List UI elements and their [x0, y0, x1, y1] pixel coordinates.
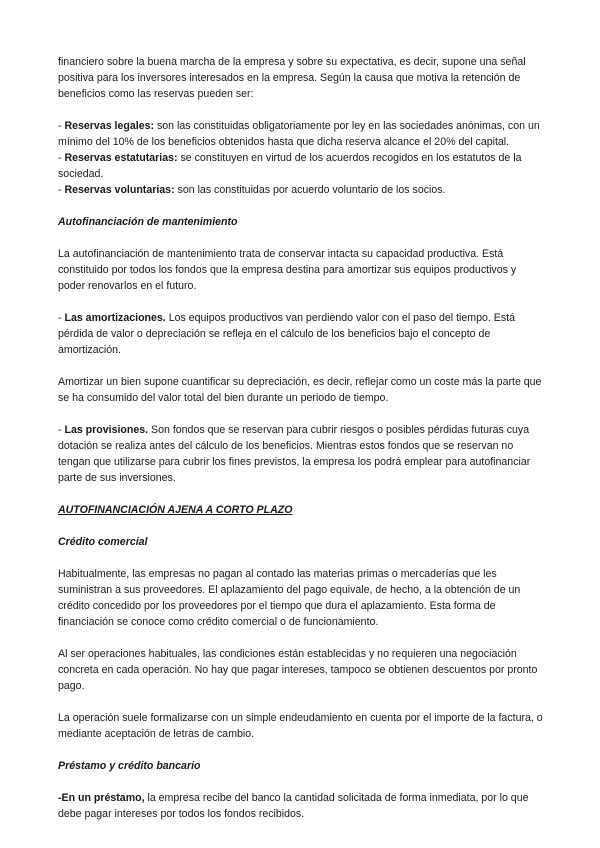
- reserva-legales-item: [58, 118, 546, 150]
- spacer: [58, 230, 546, 246]
- amortizaciones-term: Las amortizaciones.: [64, 312, 166, 324]
- amortizaciones-paragraph: [58, 310, 546, 358]
- credito-paragraph-1: Habitualmente, las empresas no pagan al contado las materias primas o mercaderías que les suministran a sus proveedores. El aplazamiento del pago equivale, de hecho, a la obtención de un crédito concedido por los proveedores por el tiempo que dura el aplazamiento. Esta forma de financiación se conoce como crédito comercial o de funcionamiento.: [58, 568, 521, 628]
- intro-paragraph: financiero sobre la buena marcha de la empresa y sobre su expectativa, es decir, supone una señal positiva para los inversores interesados en la empresa. Según la causa que motiva la retención de beneficios como las reservas pueden ser:: [58, 56, 526, 100]
- credito-paragraph-2: Al ser operaciones habituales, las condiciones están establecidas y no requieren una negociación concreta en cada operación. No hay que pagar intereses, tampoco se obtienen descuentos por pronto pago.: [58, 648, 538, 692]
- spacer: [58, 358, 546, 374]
- spacer: [58, 630, 546, 646]
- item-prefix: -: [58, 120, 65, 132]
- prestamo-heading: Préstamo y crédito bancario: [58, 760, 201, 772]
- reserva-term: Reservas estatutarias:: [64, 152, 178, 164]
- spacer: [58, 774, 546, 790]
- amortizar-paragraph: Amortizar un bien supone cuantificar su depreciación, es decir, reflejar como un coste más la parte que se ha consumido del valor total del bien durante un periodo de tiempo.: [58, 376, 542, 404]
- provisiones-paragraph: [58, 422, 546, 486]
- prestamo-text: la empresa recibe del banco la cantidad solicitada de forma inmediata, por lo que debe pagar intereses por todos los fondos recibidos.: [58, 792, 529, 820]
- spacer: [58, 198, 546, 214]
- prestamo-paragraph: [58, 790, 546, 822]
- item-prefix: -: [58, 424, 65, 436]
- prestamo-term: -En un préstamo,: [58, 792, 145, 804]
- item-prefix: -: [58, 152, 65, 164]
- spacer: [58, 486, 546, 502]
- amortizaciones-text: Los equipos productivos van perdiendo valor con el paso del tiempo. Está pérdida de valor o depreciación se refleja en el cálculo de los beneficios bajo el concepto de amortización.: [58, 312, 515, 356]
- spacer: [58, 102, 546, 118]
- reserva-text: son las constituidas por acuerdo voluntario de los socios.: [174, 184, 446, 196]
- credito-heading: Crédito comercial: [58, 536, 148, 548]
- spacer: [58, 406, 546, 422]
- spacer: [58, 518, 546, 534]
- spacer: [58, 294, 546, 310]
- item-prefix: -: [58, 184, 65, 196]
- document-page: [58, 54, 546, 822]
- provisiones-term: Las provisiones.: [64, 424, 149, 436]
- reserva-text: son las constituidas obligatoriamente por ley en las sociedades anónimas, con un mínimo del 10% de los beneficios obtenidos hasta que dicha reserva alcance el 20% del capital.: [58, 120, 540, 148]
- spacer: [58, 550, 546, 566]
- reserva-estatutarias-item: [58, 150, 546, 182]
- ajena-section-heading: AUTOFINANCIACIÓN AJENA A CORTO PLAZO: [58, 504, 293, 516]
- reserva-voluntarias-item: [58, 182, 546, 198]
- reserva-term: Reservas voluntarias:: [64, 184, 175, 196]
- credito-paragraph-3: La operación suele formalizarse con un simple endeudamiento en cuenta por el importe de la factura, o mediante aceptación de letras de cambio.: [58, 712, 543, 740]
- mantenimiento-paragraph: La autofinanciación de mantenimiento trata de conservar intacta su capacidad productiva. Está constituido por todos los fondos que la empresa destina para amortizar sus equipos productivos y poder renovarlos en el futuro.: [58, 248, 517, 292]
- spacer: [58, 694, 546, 710]
- mantenimiento-heading: Autofinanciación de mantenimiento: [58, 216, 238, 228]
- reserva-term: Reservas legales:: [64, 120, 155, 132]
- provisiones-text: Son fondos que se reservan para cubrir riesgos o posibles pérdidas futuras cuya dotación se realiza antes del cálculo de los beneficios. Mientras estos fondos que se reservan no tengan que utilizarse para cubrir los fines previstos, la empresa los podrá emplear para autofinanciar parte de sus inversiones.: [58, 424, 531, 484]
- reserva-text: se constituyen en virtud de los acuerdos recogidos en los estatutos de la sociedad.: [58, 152, 522, 180]
- item-prefix: -: [58, 312, 65, 324]
- spacer: [58, 742, 546, 758]
